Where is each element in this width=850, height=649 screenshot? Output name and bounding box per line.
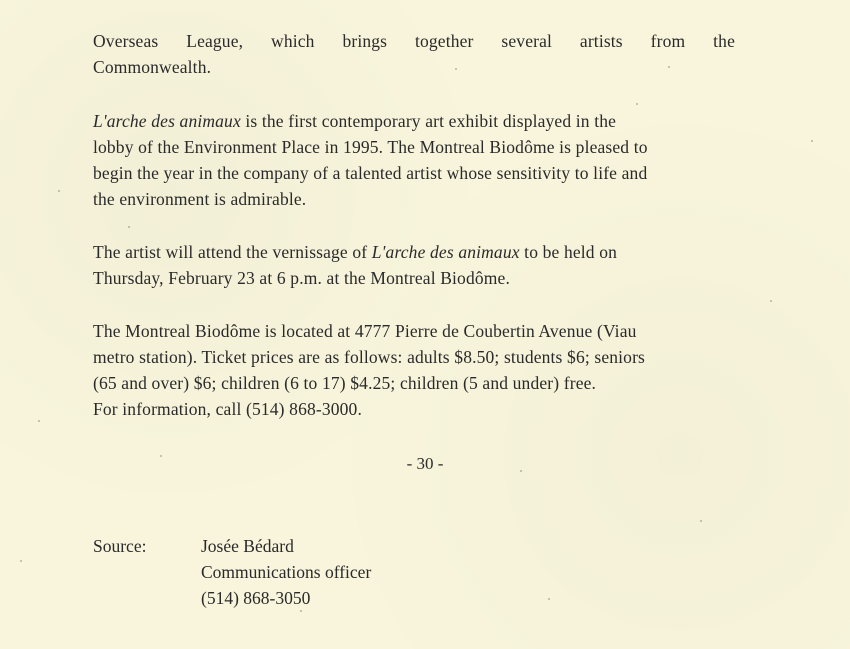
- paragraph-line: (65 and over) $6; children (6 to 17) $4.25; children (5 and under) free.: [93, 373, 597, 393]
- paragraph-line: Commonwealth.: [93, 57, 212, 77]
- paragraph-line-end: to be held on: [519, 242, 618, 262]
- paragraph-exhibit-intro: [93, 108, 735, 212]
- paper-speck: [38, 420, 40, 422]
- source-phone: (514) 868-3050: [201, 588, 311, 608]
- paragraph-line: Thursday, February 23 at 6 p.m. at the Montreal Biodôme.: [93, 268, 510, 288]
- paragraph-line-rest: is the first contemporary art exhibit displayed in the: [240, 111, 617, 131]
- paragraph-line: metro station). Ticket prices are as follows: adults $8.50; students $6; seniors: [93, 347, 646, 367]
- paragraph-line: lobby of the Environment Place in 1995. The Montreal Biodôme is pleased to: [93, 137, 648, 157]
- paragraph-line: [93, 239, 735, 265]
- paper-speck: [636, 103, 638, 105]
- page-number: - 30 -: [406, 454, 444, 473]
- paper-speck: [700, 520, 702, 522]
- paragraph-line: Overseas League, which brings together several artists from the: [93, 31, 735, 51]
- paper-speck: [770, 300, 772, 302]
- paper-speck: [548, 598, 550, 600]
- paragraph-line: For information, call (514) 868-3000.: [93, 399, 362, 419]
- paper-speck: [128, 226, 130, 228]
- exhibit-title: L'arche des animaux: [371, 242, 520, 262]
- source-title: Communications officer: [201, 562, 372, 582]
- source-contact: [201, 533, 371, 611]
- paper-speck: [811, 140, 813, 142]
- paragraph-location-prices: [93, 318, 735, 422]
- paragraph-line: [93, 108, 735, 134]
- paper-speck: [20, 560, 22, 562]
- paragraph-line: the environment is admirable.: [93, 189, 307, 209]
- paragraph-line-start: The artist will attend the vernissage of: [93, 242, 372, 262]
- paper-speck: [58, 190, 60, 192]
- paragraph-overseas-league: [93, 28, 735, 80]
- paragraph-vernissage: [93, 239, 735, 291]
- paragraph-line: begin the year in the company of a talented artist whose sensitivity to life and: [93, 163, 648, 183]
- source-name: Josée Bédard: [201, 536, 294, 556]
- source-label: Source:: [93, 536, 147, 556]
- paragraph-line: The Montreal Biodôme is located at 4777 Pierre de Coubertin Avenue (Viau: [93, 321, 637, 341]
- exhibit-title: L'arche des animaux: [93, 111, 241, 131]
